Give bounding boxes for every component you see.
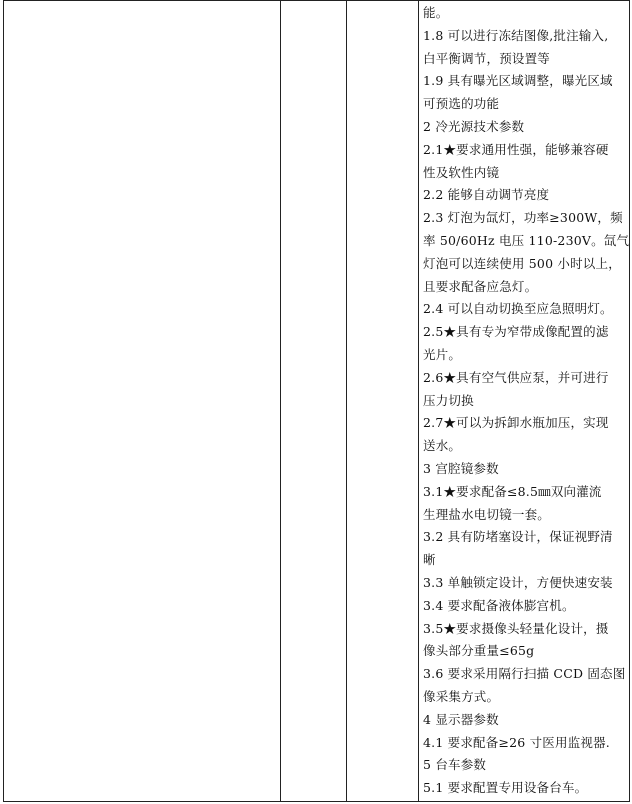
spec-table bbox=[3, 0, 630, 802]
spec-line: 3.1★要求配备≤8.5㎜双向灌流 bbox=[423, 483, 602, 499]
spec-line: 光片。 bbox=[423, 346, 462, 362]
spec-line: 可预选的功能 bbox=[423, 96, 500, 112]
spec-line: 像头部分重量≤65g bbox=[423, 643, 535, 659]
spec-line: 2.6★具有空气供应泵，并可进行 bbox=[423, 369, 609, 385]
spec-line: 1.9 具有曝光区域调整，曝光区域 bbox=[423, 73, 613, 89]
spec-line: 压力切换 bbox=[423, 392, 474, 408]
spec-line: 白平衡调节，预设置等 bbox=[423, 50, 551, 66]
spec-line: 4.1 要求配备≥26 寸医用监视器. bbox=[423, 734, 610, 750]
spec-line: 2.3 灯泡为氙灯，功率≥300W，频 bbox=[423, 210, 623, 226]
spec-line: 晰 bbox=[423, 552, 436, 568]
spec-line: 能。 bbox=[423, 5, 449, 20]
spec-line: 5 台车参数 bbox=[423, 757, 487, 773]
spec-line: 5.1 要求配置专用设备台车。 bbox=[423, 780, 588, 796]
spec-line: 3 宫腔镜参数 bbox=[423, 460, 499, 476]
spec-line: 像采集方式。 bbox=[423, 688, 500, 704]
spec-line: 灯泡可以连续使用 500 小时以上， bbox=[423, 255, 621, 271]
spec-lines bbox=[423, 2, 630, 800]
empty-cell-2 bbox=[281, 1, 347, 802]
spec-line: 2.2 能够自动调节亮度 bbox=[423, 187, 550, 203]
spec-line: 生理盐水电切镜一套。 bbox=[423, 506, 551, 522]
spec-line: 3.2 具有防堵塞设计，保证视野清 bbox=[423, 529, 613, 545]
spec-line: 3.3 单触锁定设计，方便快速安装 bbox=[423, 574, 613, 590]
spec-line: 1.8 可以进行冻结图像,批注输入, bbox=[423, 27, 609, 43]
spec-line: 且要求配备应急灯。 bbox=[423, 278, 538, 294]
spec-line: 3.5★要求摄像头轻量化设计，摄 bbox=[423, 620, 609, 636]
spec-line: 性及软性内镜 bbox=[423, 164, 500, 180]
spec-line: 送水。 bbox=[423, 438, 462, 454]
spec-text-cell bbox=[419, 1, 630, 802]
spec-line: 2.1★要求通用性强，能够兼容硬 bbox=[423, 141, 609, 157]
spec-line: 4 显示器参数 bbox=[423, 711, 499, 727]
spec-line: 2.5★具有专为窄带成像配置的滤 bbox=[423, 324, 609, 340]
spec-line: 2.7★可以为拆卸水瓶加压，实现 bbox=[423, 415, 609, 431]
spec-line: 3.4 要求配备液体膨宫机。 bbox=[423, 597, 575, 613]
spec-line: 2 冷光源技术参数 bbox=[423, 118, 525, 134]
table-row bbox=[4, 1, 630, 802]
spec-line: 3.6 要求采用隔行扫描 CCD 固态图 bbox=[423, 666, 626, 682]
spec-line: 率 50/60Hz 电压 110-230V。氙气 bbox=[423, 232, 630, 248]
empty-cell-1 bbox=[4, 1, 281, 802]
empty-cell-3 bbox=[347, 1, 419, 802]
spec-line: 2.4 可以自动切换至应急照明灯。 bbox=[423, 301, 613, 317]
